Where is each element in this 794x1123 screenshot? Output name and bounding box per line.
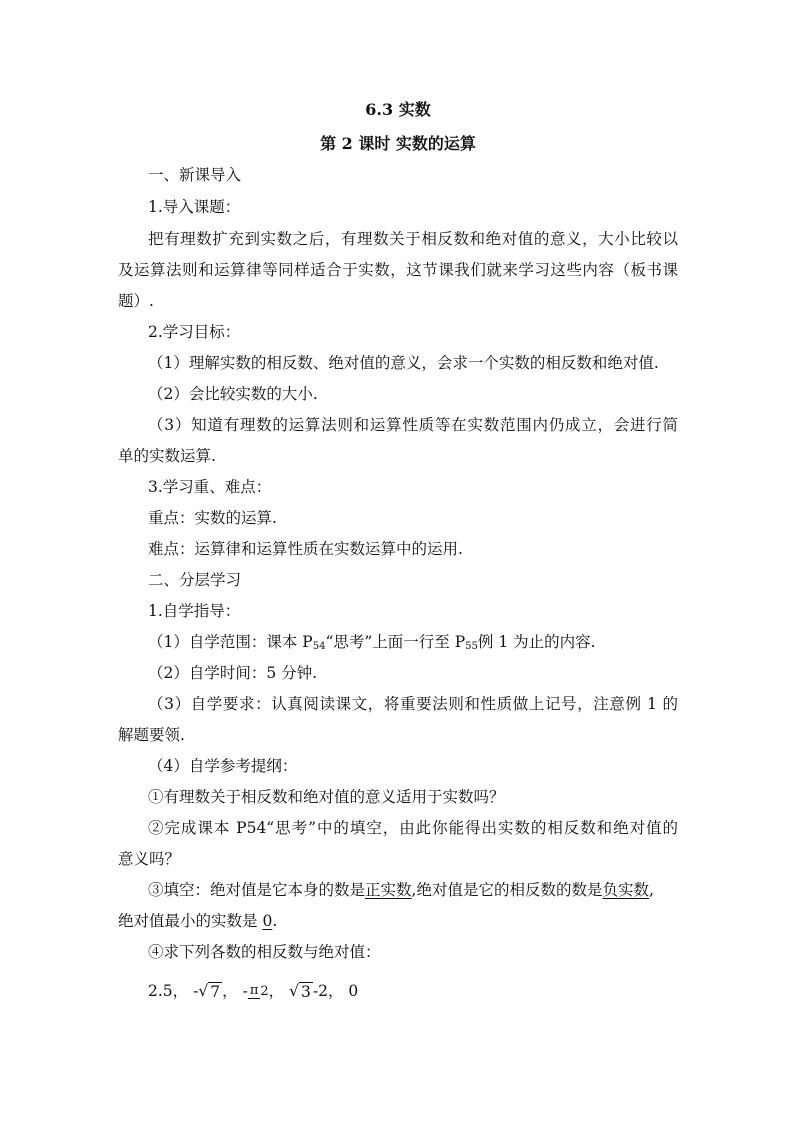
math-sep-2: ，: [268, 982, 285, 1000]
page-subtitle: 第 2 课时 实数的运算: [320, 134, 476, 153]
study-scope-post: 例 1 为止的内容.: [477, 633, 596, 651]
document-page: [118, 0, 678, 1123]
study-time: （2）自学时间：5 分钟.: [148, 664, 318, 682]
question-2-line-1: ②完成课本 P54“思考”中的填空，由此你能得出实数的相反数和绝对值的: [148, 819, 678, 837]
study-requirement-line-1: （3）自学要求：认真阅读课文，将重要法则和性质做上记号，注意例 1 的: [148, 695, 678, 713]
goal-3-line-1: （3）知道有理数的运算法则和运算性质等在实数范围内仍成立，会进行简: [148, 416, 678, 434]
question-3-mid: ,绝对值是它的相反数的数是: [411, 881, 603, 899]
fraction-denominator: 2: [260, 983, 269, 999]
math-value-0: 0: [348, 982, 359, 1000]
study-scope-page-2: 55: [465, 641, 478, 652]
question-3-answer-1: 正实数: [365, 881, 412, 899]
question-1: ①有理数关于相反数和绝对值的意义适用于实数吗？: [148, 788, 505, 806]
question-3-line-2-pre: 绝对值最小的实数是: [118, 912, 263, 930]
question-3-answer-2: 负实数: [602, 881, 649, 899]
sqrt-3-radicand: 3: [300, 983, 311, 1002]
question-3-line-2-post: .: [272, 912, 278, 930]
math-neg-sign-1: -: [193, 982, 199, 1000]
sqrt-7: √ 7: [198, 981, 221, 1002]
math-neg-sign-2: -: [242, 982, 248, 1000]
question-4: ④求下列各数的相反数与绝对值：: [148, 943, 381, 961]
question-3-answer-3: 0: [262, 912, 273, 930]
math-expression-list: [148, 980, 358, 1020]
fraction-pi-over-2: [248, 983, 269, 999]
question-3-pre: ③填空：绝对值是它本身的数是: [148, 881, 366, 899]
intro-paragraph-line-1: 把有理数扩充到实数之后，有理数关于相反数和绝对值的意义，大小比较以: [148, 230, 678, 248]
section-heading-layered: 二、分层学习: [148, 571, 242, 589]
math-value-2-5: 2.5，: [148, 982, 189, 1000]
intro-paragraph-line-2: 及运算法则和运算律等同样适合于实数，这节课我们就来学习这些内容（板书课: [118, 261, 678, 279]
page-title: 6.3 实数: [365, 100, 431, 119]
study-scope-pre: （1）自学范围：课本 P: [148, 633, 313, 651]
study-scope-page-1: 54: [312, 641, 326, 652]
question-3-line-1: [148, 880, 654, 900]
study-scope-mid: “思考”上面一行至 P: [325, 633, 466, 651]
question-3-line-2: [118, 911, 277, 931]
study-scope: [148, 632, 596, 657]
study-outline-heading: （4）自学参考提纲：: [148, 757, 298, 775]
goal-1: （1）理解实数的相反数、绝对值的意义，会求一个实数的相反数和绝对值.: [148, 354, 659, 372]
sqrt-3: √ 3: [289, 981, 311, 1002]
goal-2: （2）会比较实数的大小.: [148, 385, 318, 403]
math-minus-2: -2，: [312, 982, 344, 1000]
math-sep-1: ，: [222, 982, 238, 1000]
sqrt-7-radicand: 7: [210, 983, 221, 1002]
intro-item-1: 1.导入课题：: [148, 198, 241, 216]
fraction-numerator: π: [249, 983, 259, 998]
intro-paragraph-line-3: 题）.: [118, 292, 154, 310]
question-3-post: ,: [648, 881, 654, 899]
study-requirement-line-2: 解题要领.: [118, 726, 185, 744]
key-points-heading: 3.学习重、难点：: [148, 478, 272, 496]
self-study-guide: 1.自学指导：: [148, 602, 241, 620]
goals-heading: 2.学习目标：: [148, 323, 241, 341]
key-point: 重点：实数的运算.: [148, 509, 277, 527]
question-2-line-2: 意义吗？: [118, 850, 181, 868]
section-heading-intro: 一、新课导入: [148, 166, 242, 184]
goal-3-line-2: 单的实数运算.: [118, 447, 216, 465]
difficult-point: 难点：运算律和运算性质在实数运算中的运用.: [148, 540, 463, 558]
